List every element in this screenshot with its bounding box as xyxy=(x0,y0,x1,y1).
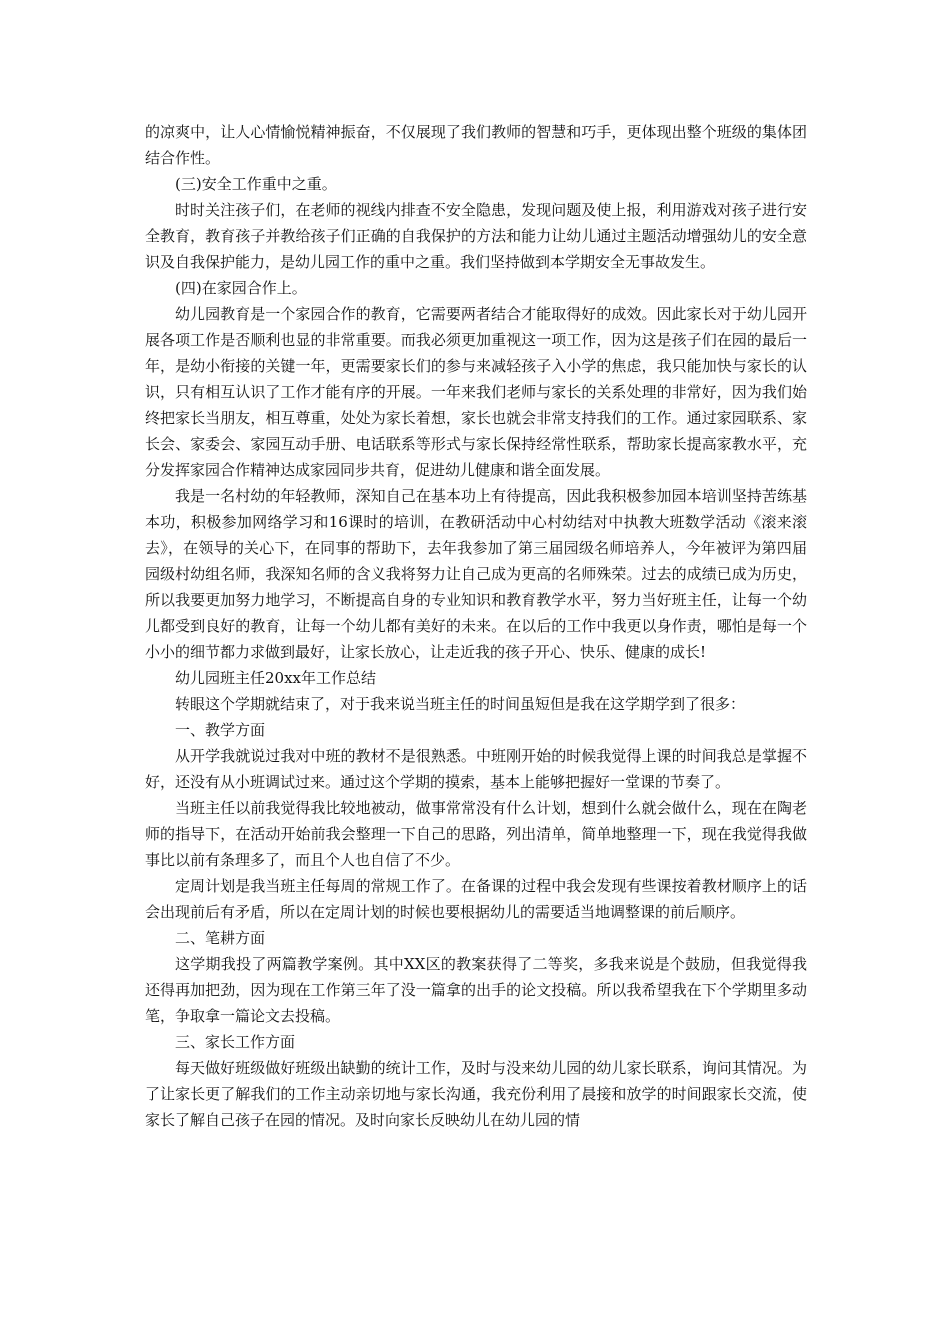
document-body xyxy=(145,119,807,1133)
section-heading: 三、家长工作方面 xyxy=(175,1033,296,1051)
section-heading: (三)安全工作重中之重。 xyxy=(175,175,337,193)
paragraph: 每天做好班级做好班级出缺勤的统计工作，及时与没来幼儿园的幼儿家长联系，询问其情况。为了让家长更了解我们的工作主动亲切地与家长沟通，我充份利用了晨接和放学的时间跟家长交流，使家长了解自己孩子在园的情况。及时向家长反映幼儿在幼儿园的情 xyxy=(145,1059,807,1129)
paragraph: 转眼这个学期就结束了，对于我来说当班主任的时间虽短但是我在这学期学到了很多： xyxy=(175,695,746,713)
paragraph: 的凉爽中，让人心情愉悦精神振奋，不仅展现了我们教师的智慧和巧手，更体现出整个班级的集体团结合作性。 xyxy=(145,123,807,167)
section-heading: 一、教学方面 xyxy=(175,721,266,739)
document-title: 幼儿园班主任20xx年工作总结 xyxy=(175,669,377,687)
section-heading: 二、笔耕方面 xyxy=(175,929,266,947)
paragraph: 时时关注孩子们，在老师的视线内排查不安全隐患，发现问题及使上报，利用游戏对孩子进行安全教育，教育孩子并教给孩子们正确的自我保护的方法和能力让幼儿通过主题活动增强幼儿的安全意识及自我保护能力，是幼儿园工作的重中之重。我们坚持做到本学期安全无事故发生。 xyxy=(145,201,807,271)
paragraph: 我是一名村幼的年轻教师，深知自己在基本功上有待提高，因此我积极参加园本培训坚持苦练基本功，积极参加网络学习和16课时的培训，在教研活动中心村幼结对中执教大班数学活动《滚来滚去》，在领导的关心下，在同事的帮助下，去年我参加了第三届园级名师培养人，今年被评为第四届园级村幼组名师，我深知名师的含义我将努力让自己成为更高的名师殊荣。过去的成绩已成为历史，所以我要更加努力地学习，不断提高自身的专业知识和教育教学水平，努力当好班主任，让每一个幼儿都受到良好的教育，让每一个幼儿都有美好的未来。在以后的工作中我更以身作责，哪怕是每一个小小的细节都力求做到最好，让家长放心，让走近我的孩子开心、快乐、健康的成长! xyxy=(145,487,807,661)
paragraph: 从开学我就说过我对中班的教材不是很熟悉。中班刚开始的时候我觉得上课的时间我总是掌握不好，还没有从小班调试过来。通过这个学期的摸索，基本上能够把握好一堂课的节奏了。 xyxy=(145,747,807,791)
paragraph: 定周计划是我当班主任每周的常规工作了。在备课的过程中我会发现有些课按着教材顺序上的话会出现前后有矛盾，所以在定周计划的时候也要根据幼儿的需要适当地调整课的前后顺序。 xyxy=(145,877,807,921)
paragraph: 这学期我投了两篇教学案例。其中XX区的教案获得了二等奖，多我来说是个鼓励，但我觉得我还得再加把劲，因为现在工作第三年了没一篇拿的出手的论文投稿。所以我希望我在下个学期里多动笔，争取拿一篇论文去投稿。 xyxy=(145,955,807,1025)
section-heading: (四)在家园合作上。 xyxy=(175,279,307,297)
paragraph: 幼儿园教育是一个家园合作的教育，它需要两者结合才能取得好的成效。因此家长对于幼儿园开展各项工作是否顺利也显的非常重要。而我必须更加重视这一项工作，因为这是孩子们在园的最后一年，是幼小衔接的关键一年，更需要家长们的参与来减轻孩子入小学的焦虑，我只能加快与家长的认识，只有相互认识了工作才能有序的开展。一年来我们老师与家长的关系处理的非常好，因为我们始终把家长当朋友，相互尊重，处处为家长着想，家长也就会非常支持我们的工作。通过家园联系、家长会、家委会、家园互动手册、电话联系等形式与家长保持经常性联系，帮助家长提高家教水平，充分发挥家园合作精神达成家园同步共育，促进幼儿健康和谐全面发展。 xyxy=(145,305,807,479)
paragraph: 当班主任以前我觉得我比较地被动，做事常常没有什么计划，想到什么就会做什么，现在在陶老师的指导下，在活动开始前我会整理一下自己的思路，列出清单，简单地整理一下，现在我觉得我做事比以前有条理多了，而且个人也自信了不少。 xyxy=(145,799,807,869)
